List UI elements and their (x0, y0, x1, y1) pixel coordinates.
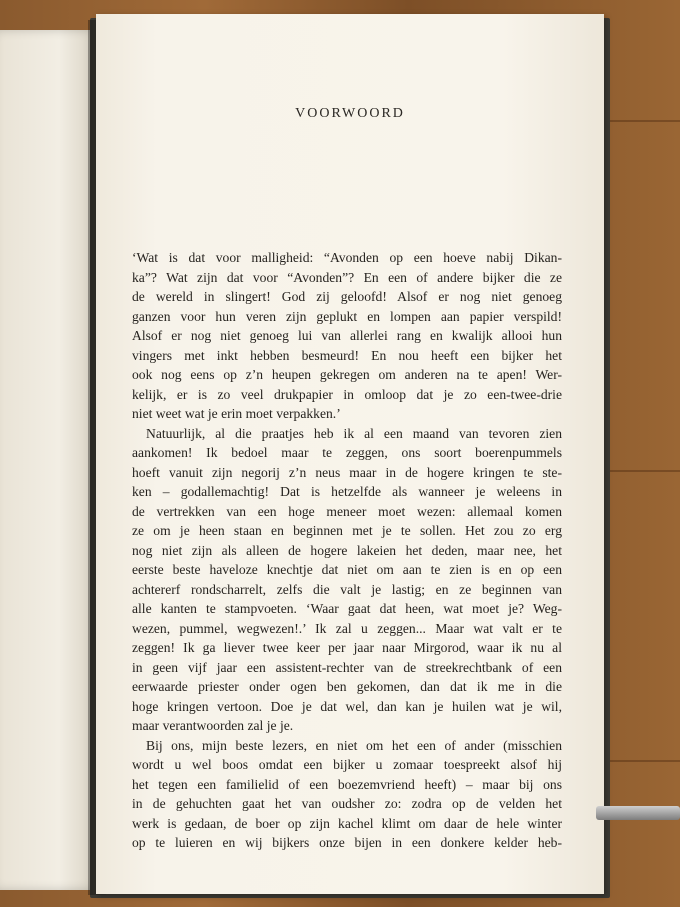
text-line: hoeft vanuit zijn negorij z’n neus maar in de hogere kringen te ste- (132, 464, 562, 480)
text-line: maar verantwoorden zal je je. (132, 718, 294, 733)
text-line: ken – godallemachtig! Dat is hetzelfde als wanneer je weleens in (132, 484, 562, 499)
text-line: achtererf rondscharrelt, zelfs die valt je lastig; en ze beginnen van (132, 581, 562, 597)
text-line: werk is gedaan, de boer op zijn kachel klimt om daar de hele winter (132, 815, 562, 831)
text-line: het tegen een familielid of een boezemvriend heeft) – maar bij ons (132, 776, 562, 792)
left-page (0, 30, 98, 890)
text-line: ze om je heen staan en beginnen met je te sollen. Het zou zo erg (132, 523, 562, 538)
wood-grain (600, 470, 680, 472)
text-line: alle kanten te stampvoeten. ‘Waar gaat dat heen, wat moet je? Weg- (132, 601, 562, 616)
text-line: op te luieren en wij bijkers onze bijen in een donkere kelder heb- (132, 835, 562, 850)
text-line: eerwaarde priester onder ogen ben gekomen, dan dat ik me in die (132, 679, 562, 694)
text-line: Bij ons, mijn beste lezers, en niet om het een of ander (misschien (146, 737, 562, 753)
body-text (132, 248, 562, 853)
text-line: hoge kringen vertoon. Doe je dat wel, dan kan je huilen wat je wil, (132, 698, 562, 714)
page-title: VOORWOORD (295, 106, 405, 121)
text-line: in de gehuchten gaat het van oudsher zo: zodra op de velden het (132, 796, 562, 811)
text-line: ook nog eens op z’n heupen gekregen om anderen na te apen! Wer- (132, 367, 562, 382)
text-line: ‘Wat is dat voor malligheid: “Avonden op een hoeve nabij Dikan- (132, 250, 562, 265)
text-line: wezen, pummel, wegwezen!.’ Ik zal u zeggen... Maar wat valt er te (132, 620, 562, 636)
text-line: in geen vijf jaar een assistent-rechter van de streekrechtbank of een (132, 659, 562, 675)
text-line: wordt u wel boos omdat een bijker u zomaar toespreekt alsof hij (132, 757, 562, 772)
text-line: nog niet zijn als alleen de hogere lakeien het deden, maar nee, het (132, 542, 562, 558)
wood-grain (600, 760, 680, 762)
text-line: de wereld in slingert! God zij geloofd! Alsof er nog niet genoeg (132, 289, 562, 304)
pen (596, 806, 680, 820)
text-line: vingers met inkt hebben besmeurd! En nou heeft een bijker het (132, 347, 562, 363)
text-line: kelijk, er is zo veel drukpapier in omloop dat je zo een-twee-drie (132, 386, 562, 402)
text-line: aankomen! Ik bedoel maar te zeggen, ons soort boerenpummels (132, 445, 562, 460)
text-line: ka”? Wat zijn dat voor “Avonden”? En een of andere bijker die ze (132, 269, 562, 285)
text-line: zeggen! Ik ga liever twee keer per jaar naar Mirgorod, waar ik nu al (132, 640, 562, 655)
book-page (96, 14, 604, 894)
text-line: Natuurlijk, al die praatjes heb ik al een maand van tevoren zien (146, 425, 562, 441)
text-line: ganzen voor hun veren zijn geplukt en lompen aan papier verspild! (132, 308, 562, 324)
text-line: niet weet wat je erin moet verpakken.’ (132, 406, 341, 421)
wood-grain (600, 120, 680, 122)
text-line: de vertrekken van een hoge meneer moet wezen: allemaal komen (132, 503, 562, 519)
text-line: eerste beste haveloze knechtje dat niet om aan te zien is en op een (132, 562, 562, 577)
text-line: Alsof er nog niet genoeg lui van allerlei rang en kwalijk allooi hun (132, 328, 562, 343)
